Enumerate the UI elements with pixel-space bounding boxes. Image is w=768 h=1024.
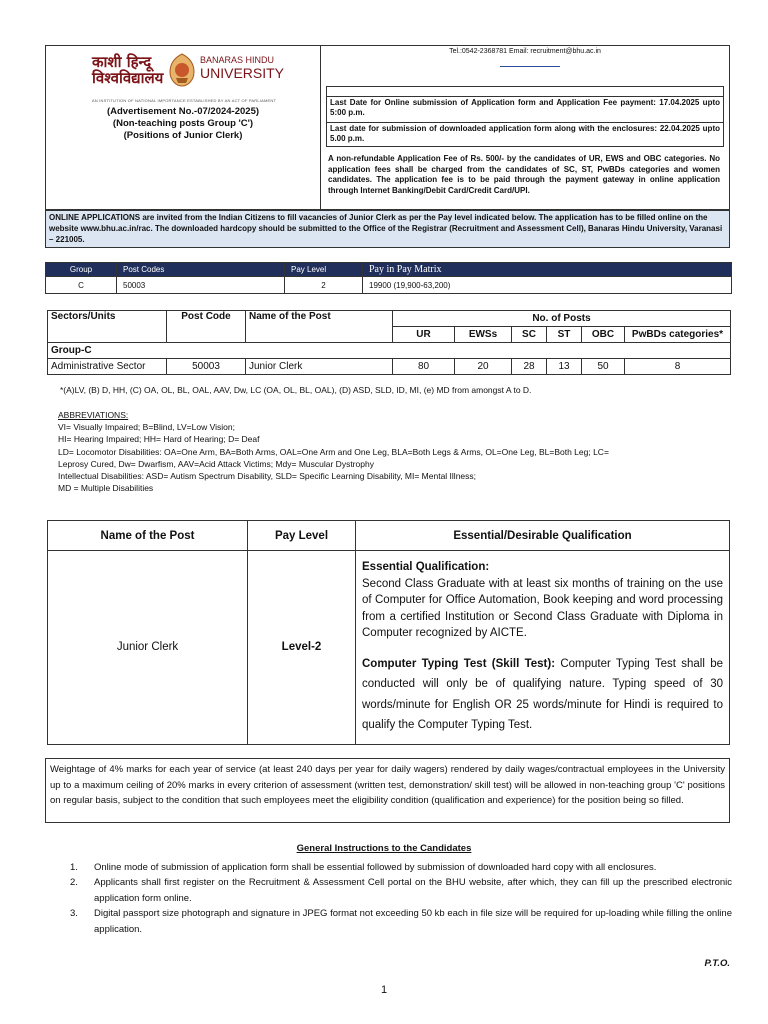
- posts-group-row: [48, 343, 731, 359]
- qual-row: [48, 551, 730, 745]
- typing-title: Computer Typing Test (Skill Test):: [362, 657, 556, 670]
- abbreviations-title: ABBREVIATIONS:: [58, 410, 129, 420]
- logo-english: [200, 55, 284, 81]
- header-box: [45, 45, 730, 210]
- abbreviations: [58, 409, 738, 494]
- qual-cell-level: Level-2: [248, 551, 356, 745]
- posts-header-code: Post Code: [167, 311, 246, 343]
- posts-header-name: Name of the Post: [246, 311, 393, 343]
- table-row: [48, 359, 731, 375]
- pay-cell-pay-level: 2: [285, 277, 363, 294]
- pay-header-group: Group: [46, 263, 117, 277]
- instructions-title: General Instructions to the Candidates: [296, 843, 472, 854]
- weightage-note: Weightage of 4% marks for each year of service (at least 240 days per year for daily wagers) rendered by daily wages/contractual employees in the University up to a maximum ceiling of 20% marks in every criterion of assessment (written test, demonstration/ skill test) will be allowed in non-teaching group 'C' positions on regular basis, subject to the condition that such employees meet the eligibility condition (qualification and experience) for the position being so filled.: [45, 758, 730, 823]
- posts-table: [47, 310, 731, 375]
- pay-header-matrix: Pay in Pay Matrix: [363, 263, 732, 277]
- pay-cell-post-code: 50003: [117, 277, 285, 294]
- logo-hindi: काशी हिन्दू विश्वविद्यालय: [92, 53, 164, 87]
- positions-title: (Positions of Junior Clerk): [123, 130, 243, 141]
- posts-header-row: [48, 311, 731, 327]
- typing-block: [362, 654, 723, 736]
- item-text: Applicants shall first register on the Recruitment & Assessment Cell portal on the BHU website, after which, they can fill up the prescribed electronic application form online.: [94, 877, 732, 904]
- pay-cell-matrix: 19900 (19,900-63,200): [363, 277, 732, 294]
- abbr-line: LD= Locomotor Disabilities: OA=One Arm, BA=Both Arms, OAL=One Arm and One Leg, BLA=Both Legs & Arms, OL=One Leg, BL=Both Leg; LC=: [58, 446, 609, 457]
- pay-header-post-codes: Post Codes: [117, 263, 285, 277]
- link-underline: [500, 66, 560, 67]
- pay-header-pay-level: Pay Level: [285, 263, 363, 277]
- fee-note: A non-refundable Application Fee of Rs. 500/- by the candidates of UR, EWS and OBC categories. No application fees shall be charged from the candidates of SC, ST, PwBDs categories and women candidates. The application fee is to be paid through the payment gateway in online application through Internet Banking/Debit Card/Credit Card/UPI.: [328, 154, 720, 195]
- pay-cell-group: C: [46, 277, 117, 294]
- essential-text: Second Class Graduate with at least six months of training on the use of Computer for Office Automation, Book keeping and word processing from a certified Institution or Second Class Graduate with Diploma in Computer recognized by AICTE.: [362, 577, 723, 639]
- posts-header-sector: Sectors/Units: [48, 311, 167, 343]
- advertisement-number: (Advertisement No.-07/2024-2025): [106, 106, 260, 117]
- posts-header-count: No. of Posts: [393, 311, 731, 327]
- posts-sub-pwbd: PwBDs categories*: [625, 327, 731, 343]
- posts-sub-st: ST: [547, 327, 582, 343]
- pay-table-header: [46, 263, 732, 277]
- item-number: 2.: [70, 877, 78, 889]
- header-right: [320, 46, 730, 209]
- posts-cell-name: Junior Clerk: [246, 359, 393, 375]
- last-date-online: Last Date for Online submission of Application form and Application Fee payment: 17.04.2025 upto 5:00 p.m.: [326, 96, 724, 123]
- abbr-line: Leprosy Cured, Dw= Dwarfism, AAV=Acid Attack Victims; Mdy= Muscular Dystrophy: [58, 458, 374, 469]
- posts-sub-ur: UR: [393, 327, 455, 343]
- university-seal-icon: [166, 52, 198, 88]
- essential-title: Essential Qualification:: [362, 561, 490, 573]
- posts-sub-sc: SC: [512, 327, 547, 343]
- list-item: [70, 906, 732, 937]
- qual-header-row: [48, 521, 730, 551]
- posts-group: (Non-teaching posts Group 'C'): [112, 118, 254, 129]
- pay-table: [45, 262, 732, 294]
- institution-line: AN INSTITUTION OF NATIONAL IMPORTANCE ESTABLISHED BY AN ACT OF PARLIAMENT: [91, 98, 277, 103]
- logo-en-line1: BANARAS HINDU: [200, 55, 275, 65]
- item-text: Digital passport size photograph and signature in JPEG format not exceeding 50 kb each in file size will be required for up-loading while filling the online application.: [94, 908, 732, 935]
- qual-cell-post: Junior Clerk: [48, 551, 248, 745]
- posts-cell-code: 50003: [167, 359, 246, 375]
- posts-cell-sector: Administrative Sector: [48, 359, 167, 375]
- posts-cell-pwbd: 8: [625, 359, 731, 375]
- qual-header-qualification: Essential/Desirable Qualification: [356, 521, 730, 551]
- contact-line: Tel.:0542-2368781 Email: recruitment@bhu.ac.in: [449, 48, 601, 55]
- last-date-hardcopy: Last date for submission of downloaded application form along with the enclosures: 22.04.2025 upto 5.00 p.m.: [326, 122, 724, 147]
- posts-cell-sc: 28: [512, 359, 547, 375]
- posts-sub-ews: EWSs: [455, 327, 512, 343]
- page-number: 1: [380, 984, 388, 996]
- abbr-line: MD = Multiple Disabilities: [58, 483, 154, 494]
- qual-cell-text: [356, 551, 730, 745]
- posts-cell-ews: 20: [455, 359, 512, 375]
- posts-group-label: Group-C: [48, 343, 731, 359]
- header-left: [46, 46, 321, 209]
- posts-cell-obc: 50: [582, 359, 625, 375]
- instructions-list: [70, 860, 732, 937]
- posts-sub-obc: OBC: [582, 327, 625, 343]
- item-text: Online mode of submission of application form shall be essential followed by submission of downloaded hard copy with all enclosures.: [94, 862, 657, 873]
- qual-header-post: Name of the Post: [48, 521, 248, 551]
- posts-cell-ur: 80: [393, 359, 455, 375]
- posts-cell-st: 13: [547, 359, 582, 375]
- qual-header-level: Pay Level: [248, 521, 356, 551]
- list-item: [70, 875, 732, 906]
- abbr-line: Intellectual Disabilities: ASD= Autism Spectrum Disability, SLD= Specific Learning Disability, MI= Mental Illness;: [58, 471, 477, 482]
- pay-table-row: [46, 277, 732, 294]
- item-number: 3.: [70, 908, 78, 920]
- logo-en-line2: UNIVERSITY: [200, 65, 285, 81]
- abbr-line: VI= Visually Impaired; B=Blind, LV=Low Vision;: [58, 422, 235, 433]
- list-item: [70, 860, 732, 875]
- item-number: 1.: [70, 862, 78, 873]
- typing-text: Computer Typing Test shall be conducted will only be of qualifying nature. Typing speed of 30 words/minute for English OR 25 words/minute for Hindi is required to qualify the Computer Typing Test.: [362, 657, 724, 731]
- pwbd-footnote: *(A)LV, (B) D, HH, (C) OA, OL, BL, OAL, AAV, Dw, LC (OA, OL, BL, OAL), (D) ASD, SLD, ID, MI, (e) MD from amongst A to D.: [60, 385, 532, 395]
- advertisement-block: [46, 106, 320, 142]
- online-application-notice: ONLINE APPLICATIONS are invited from the Indian Citizens to fill vacancies of Junior Clerk as per the Pay level indicated below. The application has to be filled online on the website www.bhu.ac.in/rac. The downloaded hardcopy should be submitted to the Office of the Registrar (Recruitment and Assessment Cell), Banaras Hindu University, Varanasi – 221005.: [45, 210, 730, 248]
- pto-label: P.T.O.: [704, 958, 730, 969]
- qualification-table: [47, 520, 730, 745]
- abbr-line: HI= Hearing Impaired; HH= Hard of Hearing; D= Deaf: [58, 434, 260, 445]
